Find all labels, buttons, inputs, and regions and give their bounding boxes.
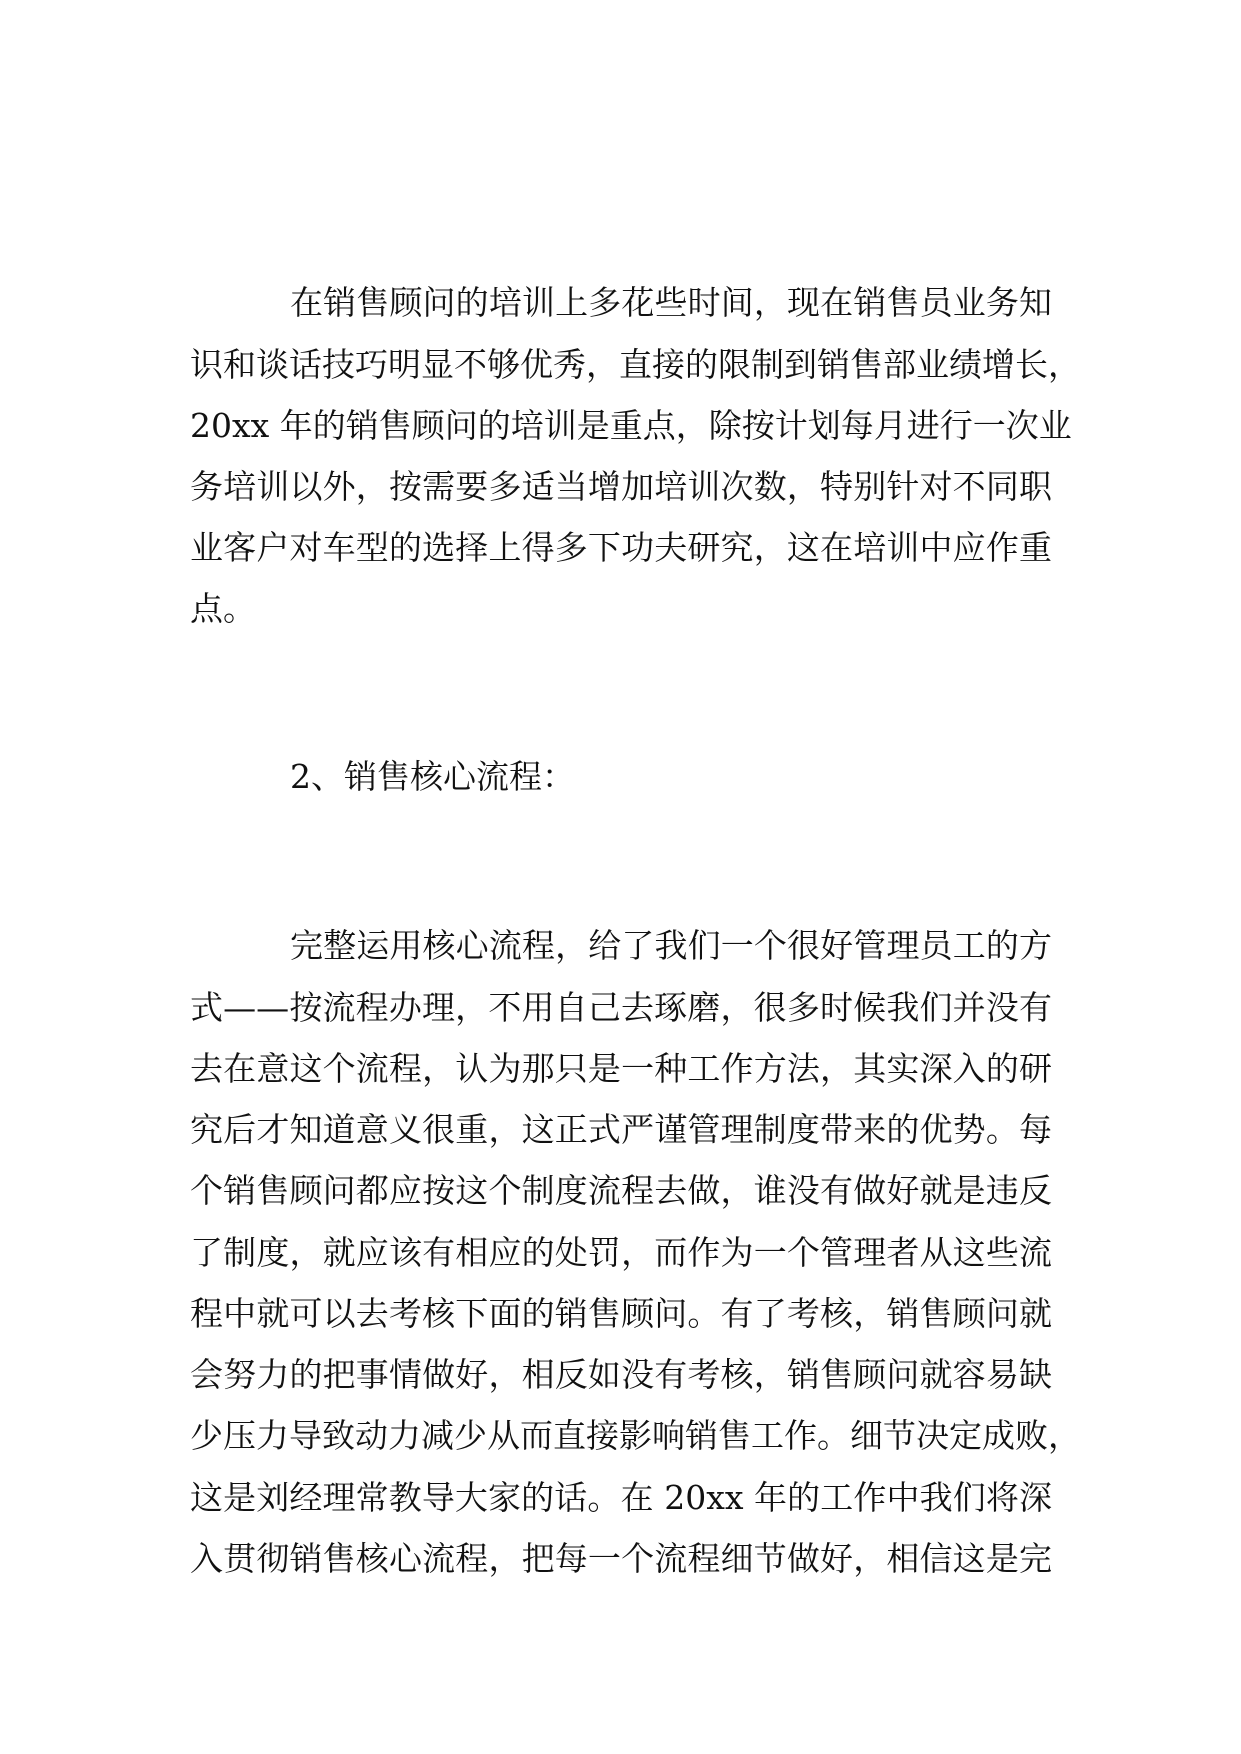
paragraph-line: 去在意这个流程，认为那只是一种工作方法，其实深入的研 (190, 1049, 1052, 1088)
paragraph-line: 识和谈话技巧明显不够优秀，直接的限制到销售部业绩增长， (190, 345, 1081, 384)
paragraph-line: 点。 (190, 589, 256, 628)
paragraph-line: 式——按流程办理，不用自己去琢磨，很多时候我们并没有 (190, 988, 1052, 1027)
paragraph-line: 个销售顾问都应按这个制度流程去做，谁没有做好就是违反 (190, 1171, 1052, 1210)
paragraph-line: 20xx 年的销售顾问的培训是重点，除按计划每月进行一次业 (190, 406, 1072, 445)
paragraph-line: 究后才知道意义很重，这正式严谨管理制度带来的优势。每 (190, 1110, 1052, 1149)
paragraph-line: 务培训以外，按需要多适当增加培训次数，特别针对不同职 (190, 467, 1052, 506)
paragraph-line: 在销售顾问的培训上多花些时间，现在销售员业务知 (290, 283, 1052, 322)
section-heading: 2、销售核心流程： (290, 757, 575, 796)
paragraph-line: 完整运用核心流程，给了我们一个很好管理员工的方 (290, 926, 1052, 965)
paragraph-line: 这是刘经理常教导大家的话。在 20xx 年的工作中我们将深 (190, 1478, 1052, 1517)
paragraph-line: 会努力的把事情做好，相反如没有考核，销售顾问就容易缺 (190, 1355, 1052, 1394)
paragraph-line: 入贯彻销售核心流程，把每一个流程细节做好，相信这是完 (190, 1539, 1052, 1578)
paragraph-line: 了制度，就应该有相应的处罚，而作为一个管理者从这些流 (190, 1233, 1052, 1272)
paragraph-line: 业客户对车型的选择上得多下功夫研究，这在培训中应作重 (190, 528, 1052, 567)
paragraph-line: 程中就可以去考核下面的销售顾问。有了考核，销售顾问就 (190, 1294, 1052, 1333)
paragraph-line: 少压力导致动力减少从而直接影响销售工作。细节决定成败， (190, 1416, 1081, 1455)
